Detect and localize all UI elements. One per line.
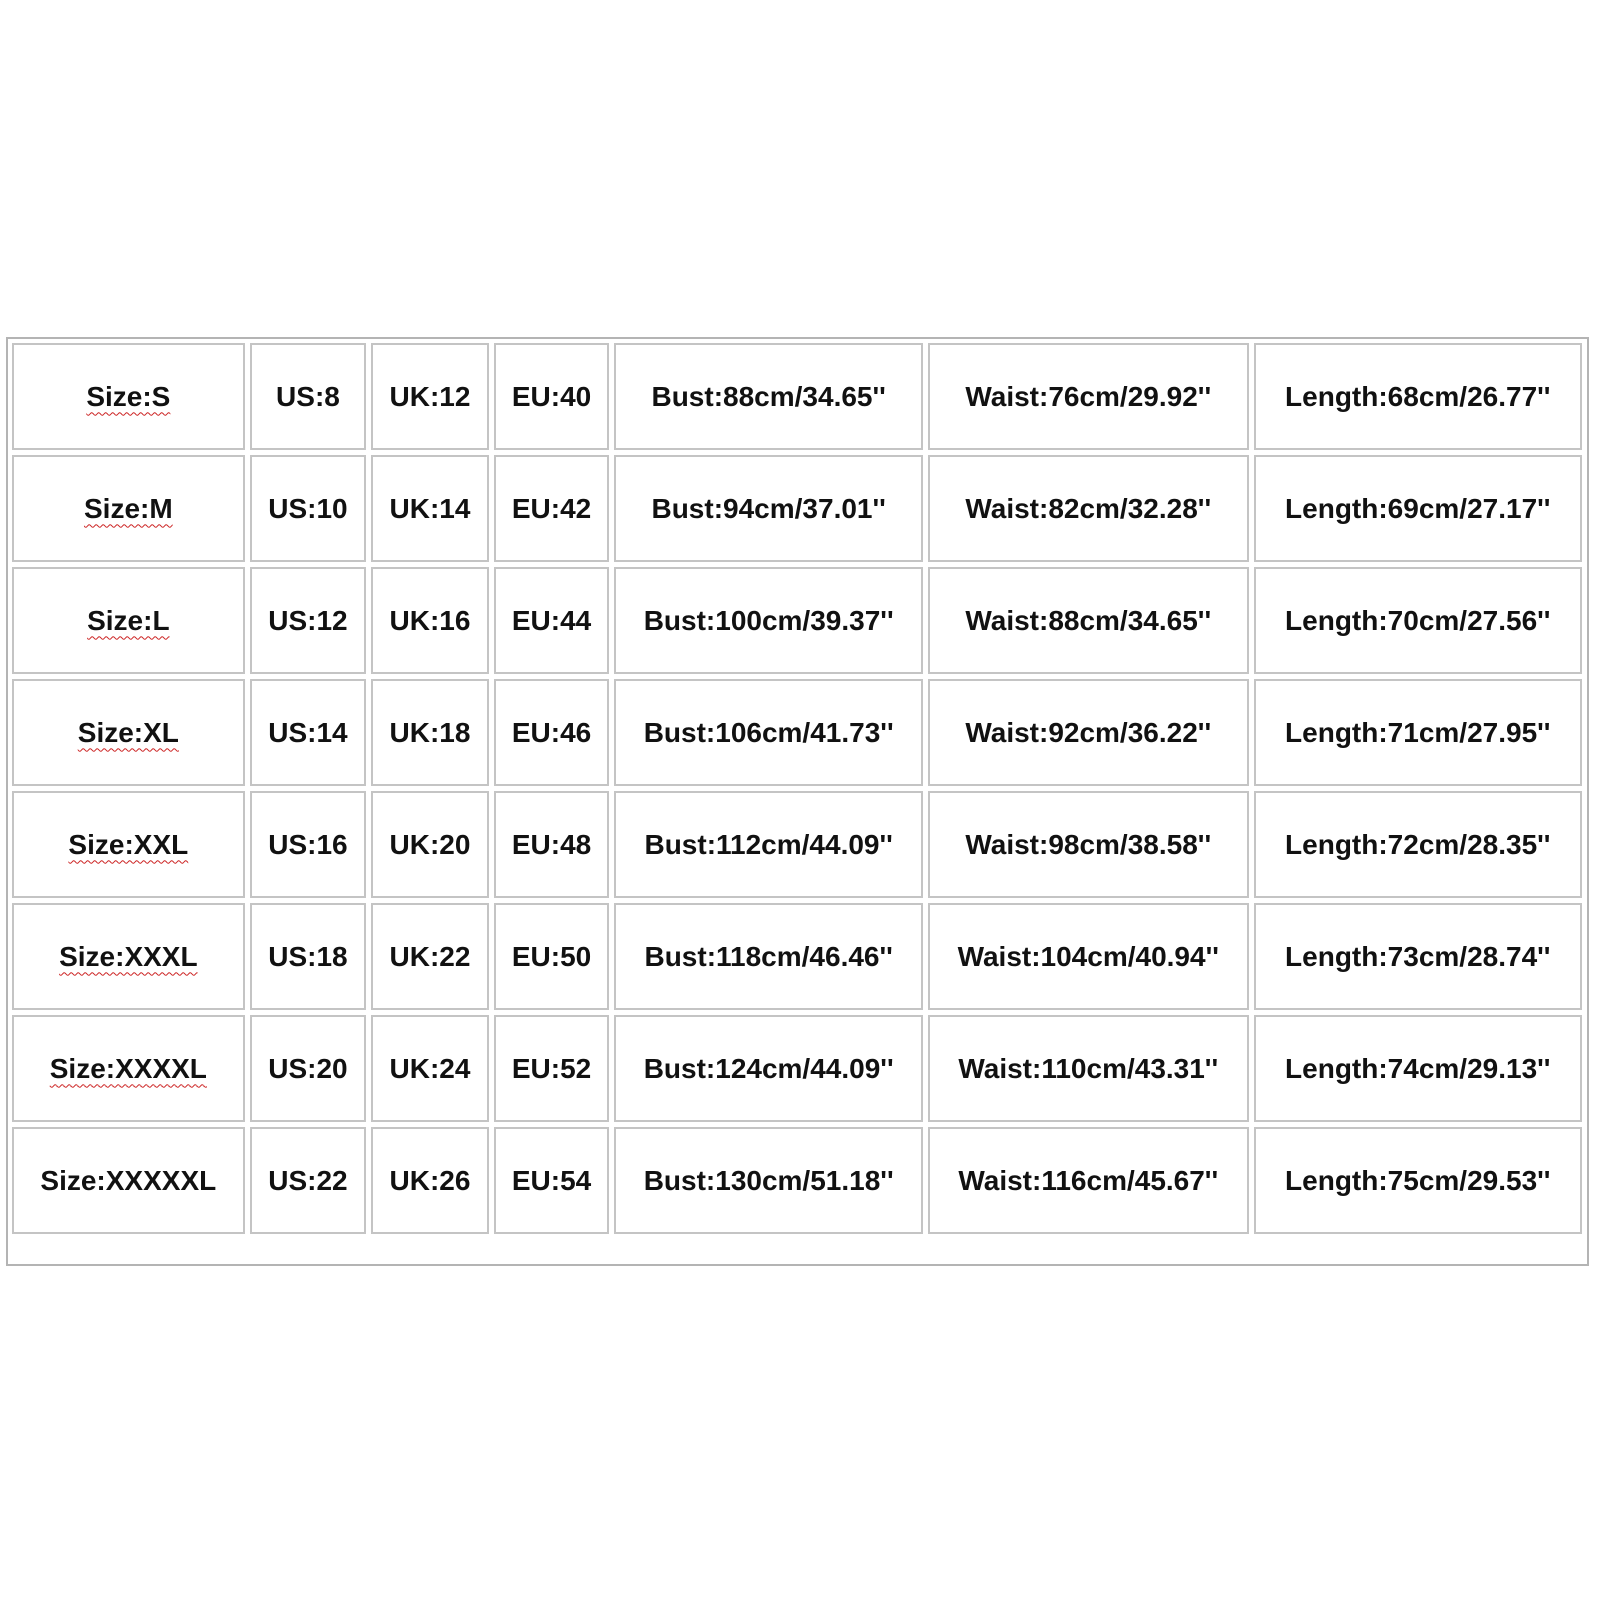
waist-cell: Waist:116cm/45.67'': [928, 1127, 1249, 1234]
uk-size-cell: UK:24: [371, 1015, 489, 1122]
length-cell: Length:72cm/28.35'': [1254, 791, 1582, 898]
waist-cell: Waist:98cm/38.58'': [928, 791, 1249, 898]
uk-size-cell: UK:26: [371, 1127, 489, 1234]
size-cell: [12, 679, 245, 786]
bust-cell: Bust:94cm/37.01'': [614, 455, 923, 562]
table-row: [12, 567, 1582, 674]
us-size-cell: US:10: [250, 455, 367, 562]
size-label: Size:XXXXL: [49, 1052, 207, 1084]
waist-cell: Waist:110cm/43.31'': [928, 1015, 1249, 1122]
eu-size-cell: EU:42: [494, 455, 610, 562]
size-cell: Size:XXXXXL: [12, 1127, 245, 1234]
us-size-cell: US:22: [250, 1127, 367, 1234]
waist-cell: Waist:88cm/34.65'': [928, 567, 1249, 674]
size-cell: [12, 567, 245, 674]
waist-cell: Waist:82cm/32.28'': [928, 455, 1249, 562]
waist-cell: Waist:92cm/36.22'': [928, 679, 1249, 786]
bust-cell: Bust:100cm/39.37'': [614, 567, 923, 674]
table-row: [12, 679, 1582, 786]
uk-size-cell: UK:20: [371, 791, 489, 898]
table-row: [12, 455, 1582, 562]
length-cell: Length:68cm/26.77'': [1254, 343, 1582, 450]
uk-size-cell: UK:22: [371, 903, 489, 1010]
us-size-cell: US:14: [250, 679, 367, 786]
size-label: Size:S: [86, 380, 171, 412]
eu-size-cell: EU:54: [494, 1127, 610, 1234]
eu-size-cell: EU:48: [494, 791, 610, 898]
length-cell: Length:70cm/27.56'': [1254, 567, 1582, 674]
length-cell: Length:71cm/27.95'': [1254, 679, 1582, 786]
table-row: [12, 1127, 1582, 1234]
us-size-cell: US:16: [250, 791, 367, 898]
us-size-cell: US:18: [250, 903, 367, 1010]
eu-size-cell: EU:44: [494, 567, 610, 674]
bust-cell: Bust:112cm/44.09'': [614, 791, 923, 898]
size-label: Size:XXXL: [59, 940, 198, 972]
uk-size-cell: UK:18: [371, 679, 489, 786]
bust-cell: Bust:118cm/46.46'': [614, 903, 923, 1010]
uk-size-cell: UK:16: [371, 567, 489, 674]
uk-size-cell: UK:12: [371, 343, 489, 450]
eu-size-cell: EU:50: [494, 903, 610, 1010]
size-label: Size:XL: [77, 716, 179, 748]
size-cell: [12, 791, 245, 898]
size-label: Size:XXL: [68, 828, 189, 860]
length-cell: Length:69cm/27.17'': [1254, 455, 1582, 562]
eu-size-cell: EU:40: [494, 343, 610, 450]
length-cell: Length:75cm/29.53'': [1254, 1127, 1582, 1234]
eu-size-cell: EU:46: [494, 679, 610, 786]
size-table: [7, 338, 1587, 1239]
size-label: Size:M: [83, 492, 173, 524]
size-cell: [12, 903, 245, 1010]
table-row: [12, 903, 1582, 1010]
us-size-cell: US:20: [250, 1015, 367, 1122]
table-row: [12, 343, 1582, 450]
table-row: [12, 791, 1582, 898]
table-row: [12, 1015, 1582, 1122]
size-label: Size:L: [87, 604, 170, 636]
eu-size-cell: EU:52: [494, 1015, 610, 1122]
bust-cell: Bust:106cm/41.73'': [614, 679, 923, 786]
uk-size-cell: UK:14: [371, 455, 489, 562]
us-size-cell: US:12: [250, 567, 367, 674]
length-cell: Length:74cm/29.13'': [1254, 1015, 1582, 1122]
size-cell: [12, 1015, 245, 1122]
size-cell: [12, 455, 245, 562]
bust-cell: Bust:124cm/44.09'': [614, 1015, 923, 1122]
waist-cell: Waist:76cm/29.92'': [928, 343, 1249, 450]
size-chart: [6, 337, 1589, 1266]
length-cell: Length:73cm/28.74'': [1254, 903, 1582, 1010]
waist-cell: Waist:104cm/40.94'': [928, 903, 1249, 1010]
size-cell: [12, 343, 245, 450]
bust-cell: Bust:88cm/34.65'': [614, 343, 923, 450]
bust-cell: Bust:130cm/51.18'': [614, 1127, 923, 1234]
us-size-cell: US:8: [250, 343, 367, 450]
